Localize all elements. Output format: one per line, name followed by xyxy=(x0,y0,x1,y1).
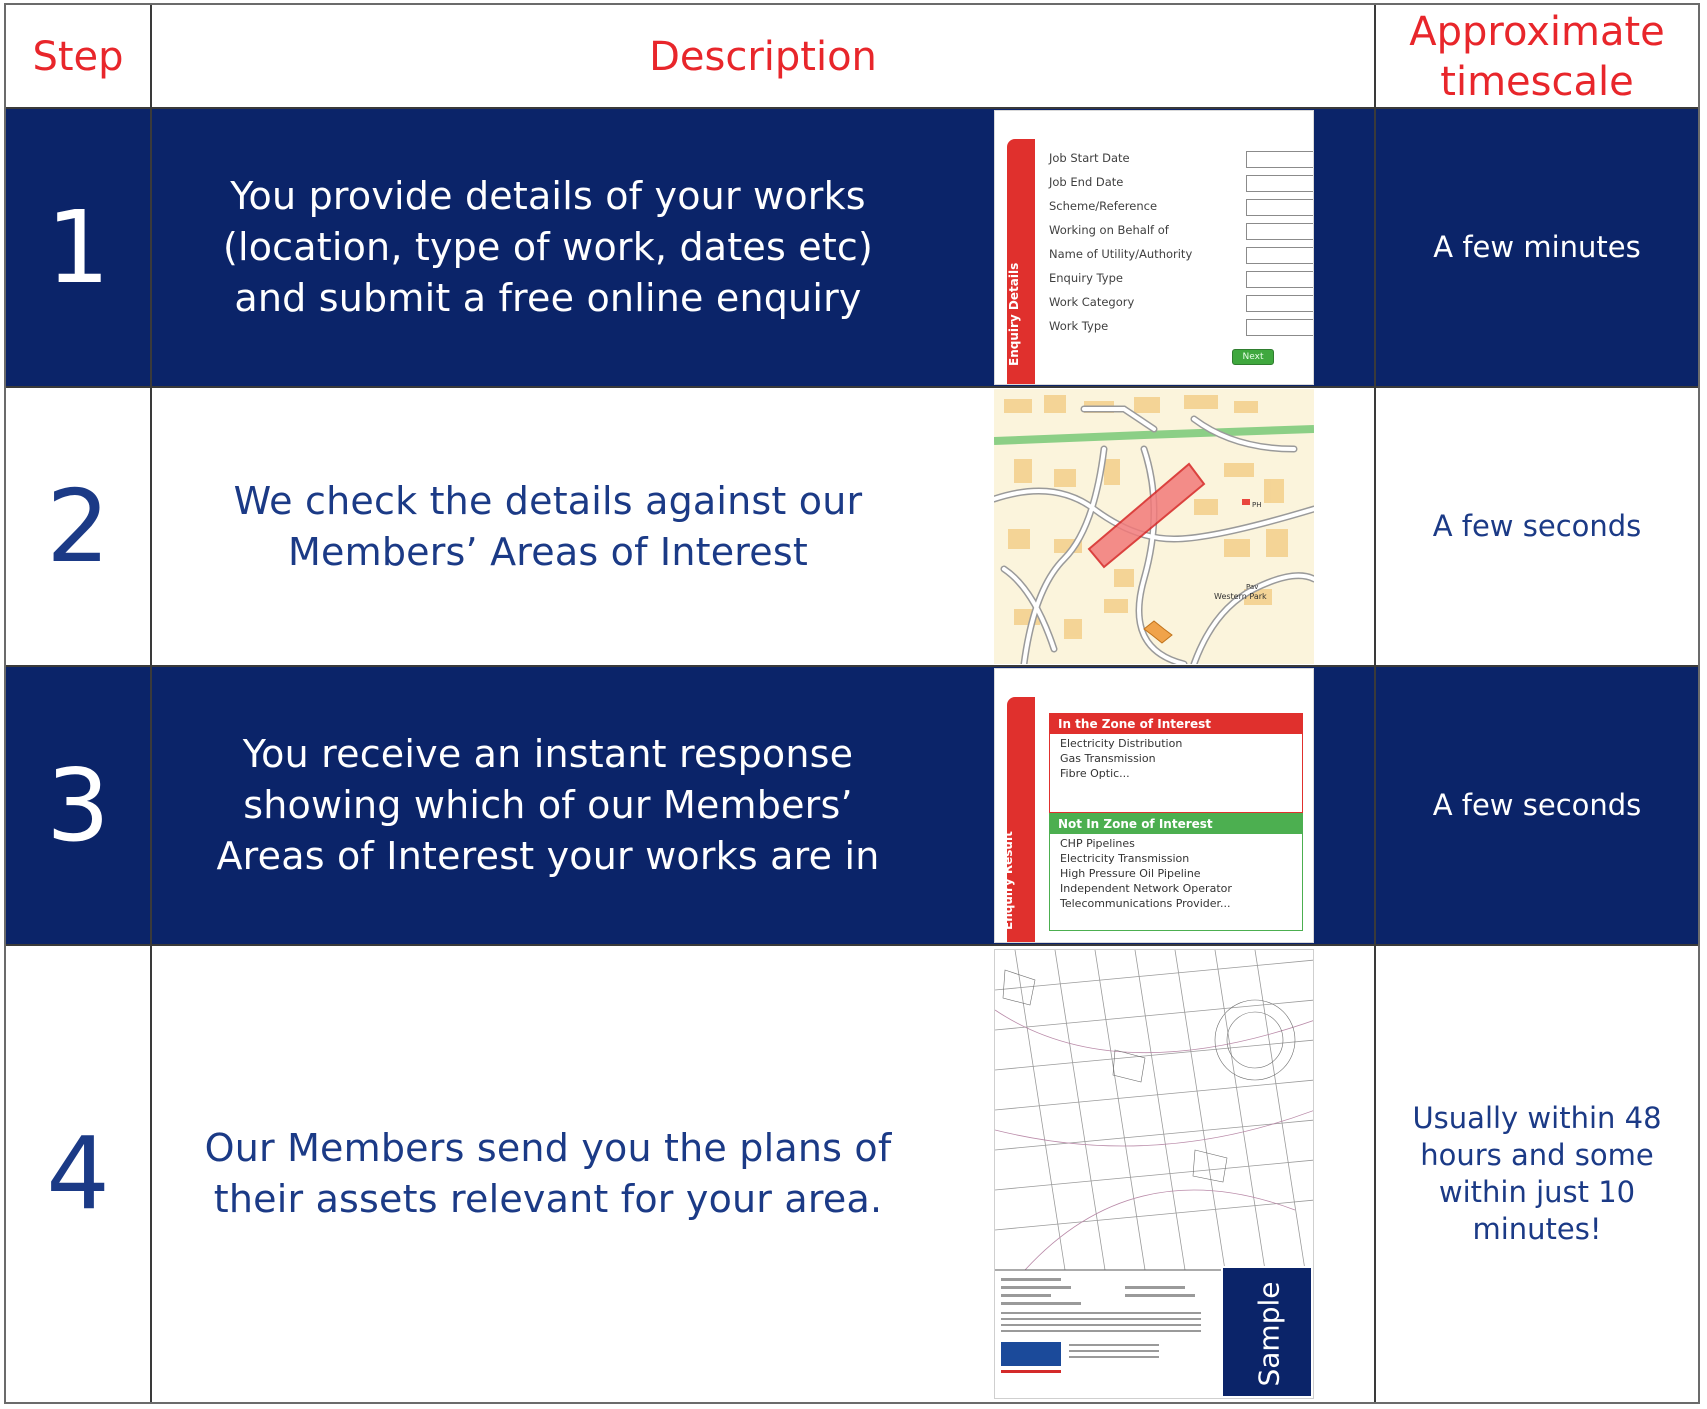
field-label: Work Type xyxy=(1049,319,1109,333)
field-input xyxy=(1246,223,1314,240)
step-row-4 xyxy=(6,945,1698,1402)
step-timescale xyxy=(1376,387,1698,666)
field-label: Job Start Date xyxy=(1049,151,1130,165)
field-label: Enquiry Type xyxy=(1049,271,1123,285)
description-line: You provide details of your works xyxy=(230,174,866,218)
field-input xyxy=(1246,175,1314,192)
map-pav-label: Pav xyxy=(1246,583,1259,591)
description-line: You receive an instant response xyxy=(242,732,854,776)
not-in-zone-item: CHP Pipelines xyxy=(1060,837,1135,850)
header-step xyxy=(6,5,150,108)
step-row-1 xyxy=(6,108,1698,387)
field-input xyxy=(1246,199,1314,216)
map-place-label: Western Park xyxy=(1214,592,1267,601)
not-in-zone-panel xyxy=(1049,813,1303,931)
step-description xyxy=(152,945,944,1402)
step-row-2 xyxy=(6,387,1698,666)
timescale-line: A few seconds xyxy=(1432,788,1642,822)
timescale-line: A few minutes xyxy=(1433,230,1641,264)
header-step-label: Step xyxy=(32,33,124,80)
field-label: Working on Behalf of xyxy=(1049,223,1169,237)
step-timescale xyxy=(1376,945,1698,1402)
row-divider xyxy=(6,386,1698,388)
header-timescale-line2: timescale xyxy=(1440,58,1634,105)
field-label: Scheme/Reference xyxy=(1049,199,1158,213)
step-description xyxy=(152,666,944,945)
step-description xyxy=(152,108,944,387)
field-input xyxy=(1246,295,1314,312)
timescale-line: Usually within 48 xyxy=(1412,1100,1662,1135)
asset-plan-thumbnail xyxy=(994,949,1314,1399)
description-line: (location, type of work, dates etc) xyxy=(222,225,874,269)
not-in-zone-item: Telecommunications Provider... xyxy=(1060,897,1231,910)
not-in-zone-item: Electricity Transmission xyxy=(1060,852,1190,865)
header-description xyxy=(152,5,1374,108)
in-zone-item: Electricity Distribution xyxy=(1060,737,1183,750)
step-description xyxy=(152,387,944,666)
sample-label: Sample xyxy=(1252,1281,1286,1387)
map-ph-label: PH xyxy=(1252,501,1262,509)
sample-tag xyxy=(1221,1266,1313,1398)
steps-table xyxy=(4,3,1700,1404)
in-zone-panel xyxy=(1049,713,1303,813)
description-line: showing which of our Members’ xyxy=(243,783,853,827)
field-label: Work Category xyxy=(1049,295,1135,309)
description-line: Areas of Interest your works are in xyxy=(216,834,880,878)
form-field xyxy=(1049,269,1314,289)
row-divider xyxy=(6,107,1698,109)
step-row-3 xyxy=(6,666,1698,945)
header-timescale xyxy=(1376,5,1698,108)
column-divider xyxy=(150,5,152,1402)
field-input xyxy=(1246,247,1314,264)
enquiry-form-thumbnail xyxy=(994,110,1314,385)
description-line: We check the details against our xyxy=(233,478,863,523)
form-field xyxy=(1049,245,1314,265)
step-timescale xyxy=(1376,108,1698,387)
map-thumbnail xyxy=(994,389,1314,664)
timescale-line: hours and some xyxy=(1420,1137,1654,1172)
header-description-label: Description xyxy=(649,33,877,80)
step-number: 4 xyxy=(46,1114,110,1232)
field-input xyxy=(1246,319,1314,336)
form-field xyxy=(1049,173,1314,193)
form-field xyxy=(1049,293,1314,313)
timescale-line: A few seconds xyxy=(1432,509,1642,543)
form-field xyxy=(1049,221,1314,241)
not-in-zone-item: Independent Network Operator xyxy=(1060,882,1232,895)
timescale-line: minutes! xyxy=(1472,1211,1602,1246)
form-field xyxy=(1049,149,1314,169)
timescale-line: within just 10 xyxy=(1438,1174,1636,1209)
field-input xyxy=(1246,151,1314,168)
description-line: Our Members send you the plans of xyxy=(204,1125,892,1170)
header-timescale-line1: Approximate xyxy=(1409,8,1665,55)
field-input xyxy=(1246,271,1314,288)
column-divider xyxy=(1374,5,1376,1402)
field-label: Name of Utility/Authority xyxy=(1049,247,1193,261)
not-in-zone-title: Not In Zone of Interest xyxy=(1050,814,1302,834)
not-in-zone-item: High Pressure Oil Pipeline xyxy=(1060,867,1201,880)
next-button: Next xyxy=(1232,349,1274,365)
step-number: 3 xyxy=(46,746,110,864)
row-divider xyxy=(6,944,1698,946)
street-map-image xyxy=(994,389,1314,664)
enquiry-details-sidebar: Enquiry Details xyxy=(1007,139,1035,384)
in-zone-item: Gas Transmission xyxy=(1060,752,1156,765)
enquiry-result-sidebar: Enquiry Result xyxy=(1007,697,1035,942)
step-timescale xyxy=(1376,666,1698,945)
in-zone-title: In the Zone of Interest xyxy=(1050,714,1302,734)
step-number: 2 xyxy=(46,467,110,585)
form-field xyxy=(1049,317,1314,337)
description-line: and submit a free online enquiry xyxy=(234,276,862,320)
row-divider xyxy=(6,665,1698,667)
description-line: their assets relevant for your area. xyxy=(213,1176,883,1221)
form-field xyxy=(1049,197,1314,217)
description-line: Members’ Areas of Interest xyxy=(288,529,808,574)
field-label: Job End Date xyxy=(1049,175,1124,189)
enquiry-result-thumbnail xyxy=(994,668,1314,943)
step-number: 1 xyxy=(46,188,110,306)
in-zone-item: Fibre Optic... xyxy=(1060,767,1130,780)
